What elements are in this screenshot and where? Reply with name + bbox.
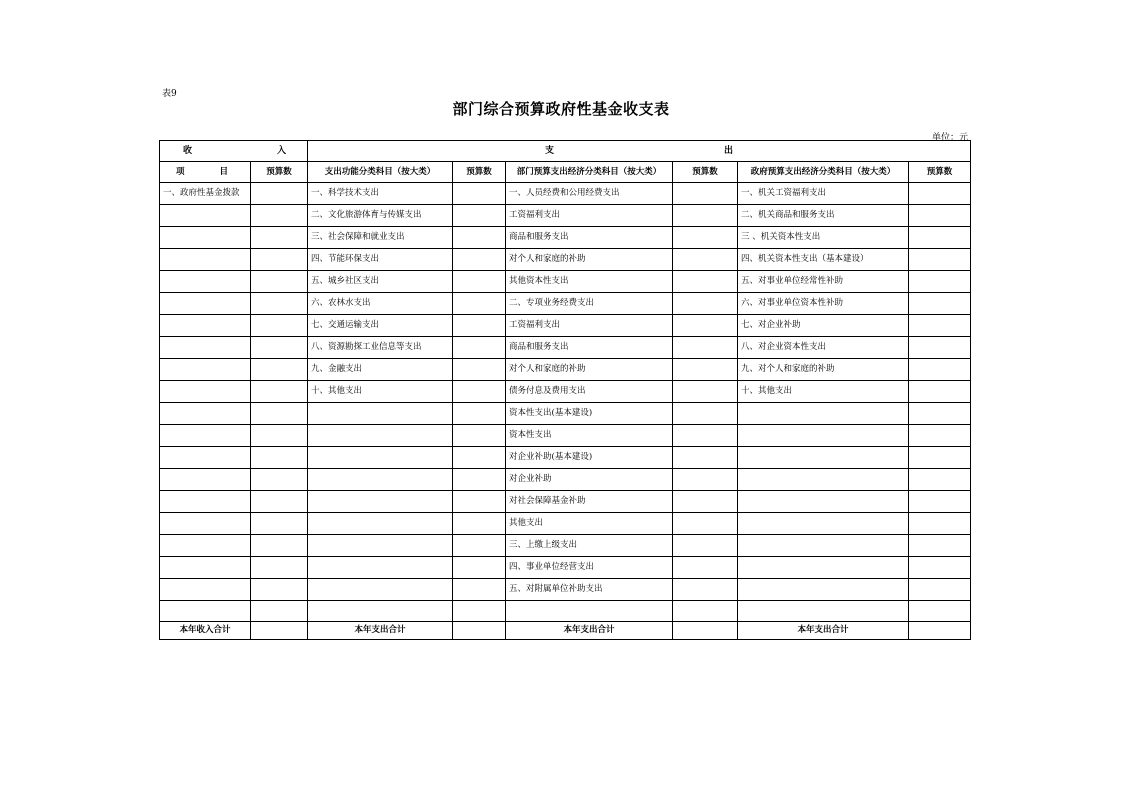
table-row (160, 425, 971, 447)
dept-econ-category-cell: 工资福利支出 (506, 205, 673, 227)
gov-econ-budget-cell (909, 293, 971, 315)
gov-econ-total-label: 本年支出合计 (738, 622, 909, 640)
income-item-cell (160, 601, 251, 622)
func-category-cell (308, 425, 453, 447)
table-row (160, 491, 971, 513)
dept-econ-budget-cell (673, 271, 738, 293)
income-budget-cell (251, 227, 308, 249)
unit-label: 单位：元 (931, 133, 968, 143)
income-item-cell (160, 579, 251, 601)
table-row (160, 359, 971, 381)
gov-econ-category-cell (738, 403, 909, 425)
income-budget-cell (251, 403, 308, 425)
table-row (160, 447, 971, 469)
dept-econ-budget-cell (673, 579, 738, 601)
dept-econ-budget-cell (673, 469, 738, 491)
func-category-cell (308, 557, 453, 579)
table-row (160, 381, 971, 403)
gov-econ-budget-cell (909, 249, 971, 271)
income-budget-cell (251, 381, 308, 403)
func-budget-cell (453, 403, 506, 425)
gov-econ-category-cell (738, 601, 909, 622)
income-item-cell (160, 205, 251, 227)
func-budget-cell (453, 249, 506, 271)
func-budget-cell (453, 513, 506, 535)
func-budget-cell (453, 227, 506, 249)
gov-econ-total-value (909, 622, 971, 640)
income-item-cell (160, 513, 251, 535)
dept-econ-category-cell: 对个人和家庭的补助 (506, 359, 673, 381)
expense-section-header (308, 141, 971, 162)
income-budget-cell (251, 183, 308, 205)
gov-econ-budget-cell (909, 513, 971, 535)
dept-econ-budget-cell (673, 403, 738, 425)
gov-econ-budget-cell (909, 425, 971, 447)
func-budget-cell (453, 491, 506, 513)
income-item-cell (160, 491, 251, 513)
gov-econ-budget-cell (909, 359, 971, 381)
income-header-char-1: 收 (183, 145, 193, 156)
income-item-cell (160, 425, 251, 447)
dept-econ-category-cell: 其他资本性支出 (506, 271, 673, 293)
func-total-label: 本年支出合计 (308, 622, 453, 640)
gov-econ-budget-cell (909, 227, 971, 249)
dept-econ-budget-cell (673, 425, 738, 447)
income-budget-cell (251, 293, 308, 315)
gov-econ-category-cell (738, 579, 909, 601)
func-category-cell: 三、社会保障和就业支出 (308, 227, 453, 249)
col-header-dept-econ: 部门预算支出经济分类科目（按大类） (506, 162, 673, 183)
income-budget-cell (251, 315, 308, 337)
dept-econ-budget-cell (673, 183, 738, 205)
dept-econ-budget-cell (673, 513, 738, 535)
gov-econ-budget-cell (909, 469, 971, 491)
func-budget-cell (453, 293, 506, 315)
gov-econ-budget-cell (909, 205, 971, 227)
income-item-cell (160, 293, 251, 315)
gov-econ-category-cell (738, 447, 909, 469)
gov-econ-budget-cell (909, 271, 971, 293)
table-row (160, 205, 971, 227)
table-row (160, 469, 971, 491)
table-row (160, 227, 971, 249)
table-row (160, 579, 971, 601)
gov-econ-category-cell (738, 535, 909, 557)
table-number: 表9 (162, 89, 177, 99)
table-row (160, 271, 971, 293)
col-header-gov-econ: 政府预算支出经济分类科目（按大类） (738, 162, 909, 183)
gov-econ-category-cell: 二、机关商品和服务支出 (738, 205, 909, 227)
dept-econ-total-label: 本年支出合计 (506, 622, 673, 640)
income-item-cell (160, 535, 251, 557)
dept-econ-category-cell: 二、专项业务经费支出 (506, 293, 673, 315)
col-header-budget-4: 预算数 (909, 162, 971, 183)
income-budget-cell (251, 447, 308, 469)
income-budget-cell (251, 271, 308, 293)
income-item-cell: 一、政府性基金拨款 (160, 183, 251, 205)
income-budget-cell (251, 557, 308, 579)
dept-econ-budget-cell (673, 535, 738, 557)
func-budget-cell (453, 381, 506, 403)
func-category-cell: 四、节能环保支出 (308, 249, 453, 271)
column-header-row (160, 162, 971, 183)
dept-econ-category-cell: 对企业补助(基本建设) (506, 447, 673, 469)
income-budget-cell (251, 205, 308, 227)
dept-econ-category-cell: 一、人员经费和公用经费支出 (506, 183, 673, 205)
table-row (160, 535, 971, 557)
func-category-cell: 八、资源勘探工业信息等支出 (308, 337, 453, 359)
income-item-cell (160, 557, 251, 579)
col-header-func: 支出功能分类科目（按大类） (308, 162, 453, 183)
col-header-budget-1: 预算数 (251, 162, 308, 183)
income-item-cell (160, 403, 251, 425)
func-category-cell (308, 447, 453, 469)
income-item-cell (160, 249, 251, 271)
dept-econ-budget-cell (673, 557, 738, 579)
dept-econ-category-cell: 对社会保障基金补助 (506, 491, 673, 513)
table-row (160, 293, 971, 315)
dept-econ-category-cell: 资本性支出 (506, 425, 673, 447)
dept-econ-category-cell: 对个人和家庭的补助 (506, 249, 673, 271)
gov-econ-category-cell: 九、对个人和家庭的补助 (738, 359, 909, 381)
income-item-cell (160, 359, 251, 381)
func-category-cell: 一、科学技术支出 (308, 183, 453, 205)
dept-econ-budget-cell (673, 293, 738, 315)
gov-econ-category-cell: 四、机关资本性支出（基本建设） (738, 249, 909, 271)
gov-econ-category-cell: 十、其他支出 (738, 381, 909, 403)
dept-econ-category-cell: 对企业补助 (506, 469, 673, 491)
income-budget-cell (251, 579, 308, 601)
income-budget-cell (251, 469, 308, 491)
income-section-header (160, 141, 308, 162)
gov-econ-category-cell (738, 513, 909, 535)
income-item-cell (160, 381, 251, 403)
budget-table (159, 140, 971, 640)
func-category-cell (308, 491, 453, 513)
income-budget-cell (251, 359, 308, 381)
func-budget-cell (453, 425, 506, 447)
func-category-cell: 十、其他支出 (308, 381, 453, 403)
gov-econ-category-cell: 三 、机关资本性支出 (738, 227, 909, 249)
table-row (160, 315, 971, 337)
income-item-cell (160, 315, 251, 337)
dept-econ-category-cell: 工资福利支出 (506, 315, 673, 337)
func-budget-cell (453, 535, 506, 557)
dept-econ-budget-cell (673, 381, 738, 403)
table-row (160, 249, 971, 271)
dept-econ-category-cell: 其他支出 (506, 513, 673, 535)
dept-econ-category-cell: 三、上缴上级支出 (506, 535, 673, 557)
dept-econ-budget-cell (673, 315, 738, 337)
dept-econ-category-cell: 商品和服务支出 (506, 227, 673, 249)
income-budget-cell (251, 535, 308, 557)
gov-econ-budget-cell (909, 491, 971, 513)
gov-econ-category-cell (738, 557, 909, 579)
gov-econ-category-cell (738, 491, 909, 513)
func-budget-cell (453, 359, 506, 381)
func-budget-cell (453, 271, 506, 293)
col-header-item: 项 目 (160, 162, 251, 183)
income-budget-cell (251, 491, 308, 513)
func-budget-cell (453, 469, 506, 491)
gov-econ-budget-cell (909, 381, 971, 403)
income-budget-cell (251, 425, 308, 447)
dept-econ-budget-cell (673, 249, 738, 271)
func-category-cell (308, 513, 453, 535)
income-budget-cell (251, 249, 308, 271)
func-category-cell: 五、城乡社区支出 (308, 271, 453, 293)
dept-econ-category-cell: 五、对附属单位补助支出 (506, 579, 673, 601)
func-budget-cell (453, 337, 506, 359)
table-row (160, 557, 971, 579)
func-budget-cell (453, 315, 506, 337)
gov-econ-category-cell (738, 425, 909, 447)
dept-econ-category-cell: 商品和服务支出 (506, 337, 673, 359)
dept-econ-category-cell: 四、事业单位经营支出 (506, 557, 673, 579)
gov-econ-category-cell: 五、对事业单位经常性补助 (738, 271, 909, 293)
gov-econ-category-cell: 七、对企业补助 (738, 315, 909, 337)
income-total-label: 本年收入合计 (160, 622, 251, 640)
dept-econ-category-cell: 债务付息及费用支出 (506, 381, 673, 403)
func-budget-cell (453, 205, 506, 227)
func-category-cell (308, 535, 453, 557)
gov-econ-category-cell: 一、机关工资福利支出 (738, 183, 909, 205)
table-row (160, 183, 971, 205)
table-row (160, 601, 971, 622)
gov-econ-budget-cell (909, 447, 971, 469)
dept-econ-budget-cell (673, 491, 738, 513)
dept-econ-total-value (673, 622, 738, 640)
page-title: 部门综合预算政府性基金收支表 (452, 100, 670, 118)
func-category-cell (308, 469, 453, 491)
income-item-cell (160, 271, 251, 293)
section-header-row (160, 141, 971, 162)
col-header-budget-3: 预算数 (673, 162, 738, 183)
dept-econ-category-cell (506, 601, 673, 622)
income-item-cell (160, 227, 251, 249)
func-category-cell (308, 579, 453, 601)
totals-row (160, 622, 971, 640)
func-budget-cell (453, 601, 506, 622)
dept-econ-budget-cell (673, 337, 738, 359)
gov-econ-budget-cell (909, 535, 971, 557)
gov-econ-category-cell: 八、对企业资本性支出 (738, 337, 909, 359)
func-category-cell (308, 601, 453, 622)
gov-econ-category-cell (738, 469, 909, 491)
income-budget-cell (251, 337, 308, 359)
gov-econ-budget-cell (909, 315, 971, 337)
func-budget-cell (453, 579, 506, 601)
dept-econ-budget-cell (673, 447, 738, 469)
func-budget-cell (453, 183, 506, 205)
dept-econ-budget-cell (673, 359, 738, 381)
dept-econ-category-cell: 资本性支出(基本建设) (506, 403, 673, 425)
dept-econ-budget-cell (673, 227, 738, 249)
gov-econ-budget-cell (909, 403, 971, 425)
table-row (160, 513, 971, 535)
func-total-value (453, 622, 506, 640)
func-category-cell: 二、文化旅游体育与传媒支出 (308, 205, 453, 227)
gov-econ-budget-cell (909, 557, 971, 579)
func-category-cell: 六、农林水支出 (308, 293, 453, 315)
col-header-budget-2: 预算数 (453, 162, 506, 183)
gov-econ-budget-cell (909, 183, 971, 205)
func-category-cell: 七、交通运输支出 (308, 315, 453, 337)
func-category-cell: 九、金融支出 (308, 359, 453, 381)
expense-header-char-1: 支 (545, 145, 555, 156)
income-header-char-2: 入 (276, 145, 286, 156)
income-total-value (251, 622, 308, 640)
func-budget-cell (453, 557, 506, 579)
dept-econ-budget-cell (673, 601, 738, 622)
expense-header-char-2: 出 (724, 145, 734, 156)
gov-econ-budget-cell (909, 601, 971, 622)
gov-econ-budget-cell (909, 337, 971, 359)
func-budget-cell (453, 447, 506, 469)
table-row (160, 337, 971, 359)
income-item-cell (160, 337, 251, 359)
gov-econ-category-cell: 六、对事业单位资本性补助 (738, 293, 909, 315)
table-row (160, 403, 971, 425)
gov-econ-budget-cell (909, 579, 971, 601)
income-item-cell (160, 469, 251, 491)
income-budget-cell (251, 601, 308, 622)
dept-econ-budget-cell (673, 205, 738, 227)
income-item-cell (160, 447, 251, 469)
func-category-cell (308, 403, 453, 425)
income-budget-cell (251, 513, 308, 535)
